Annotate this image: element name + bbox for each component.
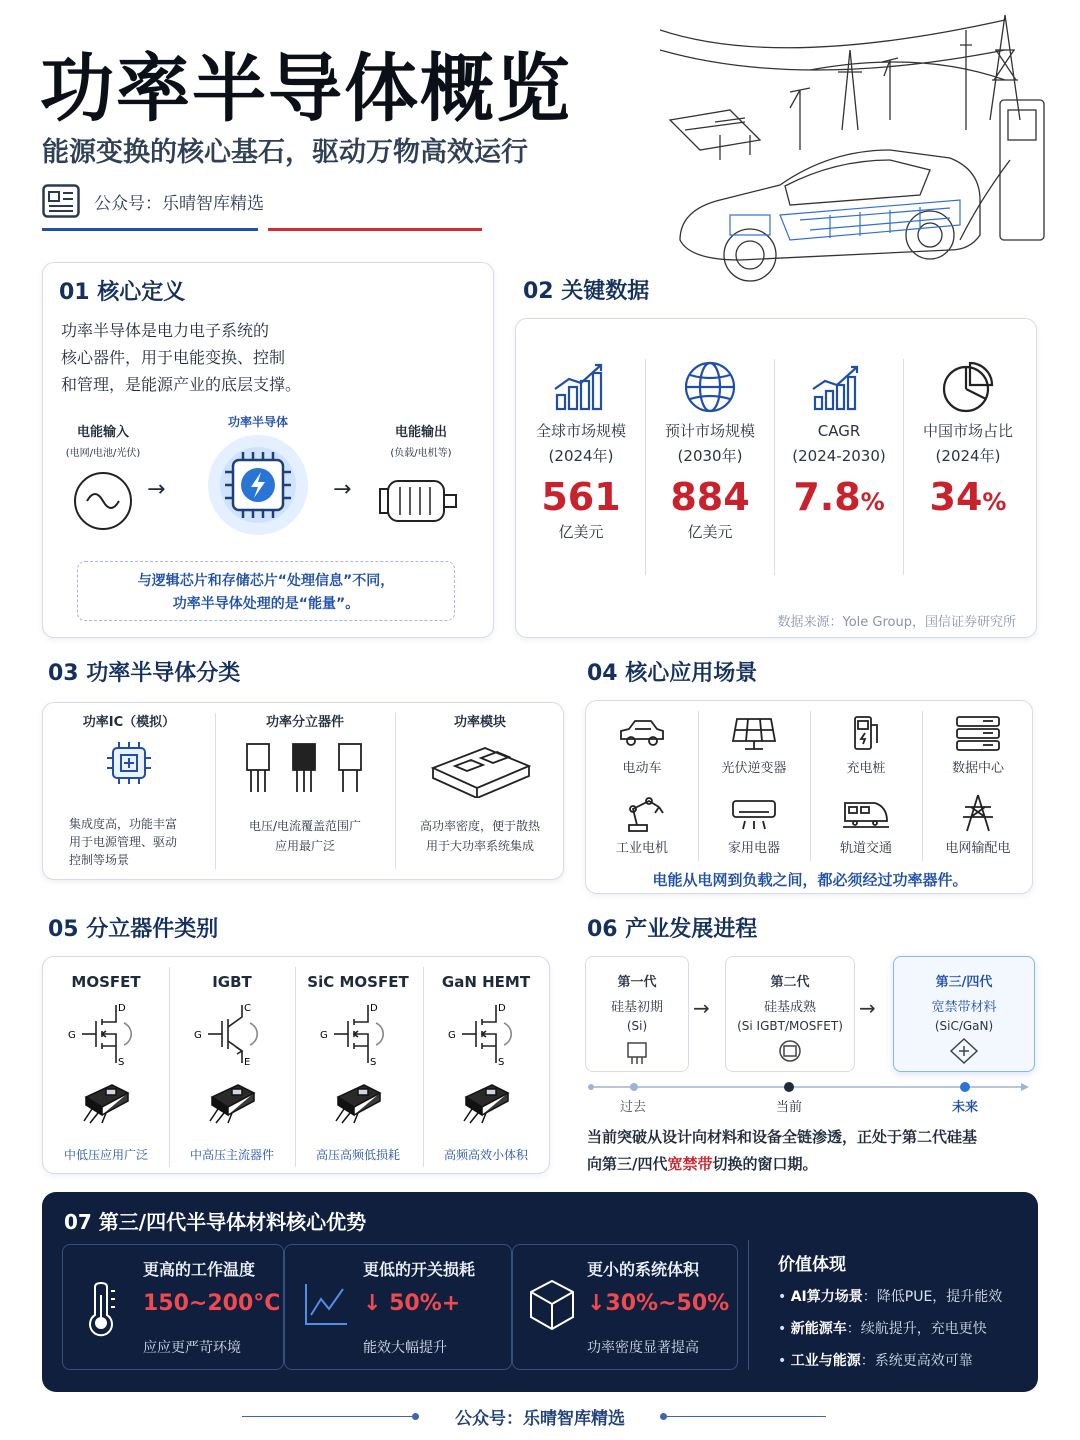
section-title: 01 核心定义 xyxy=(59,280,186,305)
app-label: 家用电器 xyxy=(727,841,780,856)
pin-top-label: C xyxy=(244,1003,251,1014)
note-line: 与逻辑芯片和存储芯片“处理信息”不同， xyxy=(137,573,395,589)
app-label: 轨道交通 xyxy=(839,841,892,856)
app-label: 电动车 xyxy=(622,761,662,776)
gen-name: 第二代 xyxy=(770,975,810,990)
kpi-value xyxy=(775,475,903,519)
device-card-sic-mosfet xyxy=(295,957,421,1175)
advantage-note: 能效大幅提升 xyxy=(363,1340,447,1356)
car-icon xyxy=(617,713,667,753)
pin-top-label: D xyxy=(498,1003,506,1014)
kpi-label: 预计市场规模 xyxy=(664,422,755,440)
device-note: 中低压应用广泛 xyxy=(63,1148,148,1162)
pin-gate-label: G xyxy=(194,1030,202,1041)
class-desc xyxy=(69,815,209,869)
app-label: 光伏逆变器 xyxy=(721,761,787,776)
advantage-value: ↓ 50%+ xyxy=(363,1291,461,1316)
globe-icon xyxy=(680,359,740,415)
class-discrete-device xyxy=(215,711,395,856)
device-name: SiC MOSFET xyxy=(307,973,409,991)
timeline-now: 当前 xyxy=(776,1100,803,1115)
app-rail-transit xyxy=(811,793,921,856)
definition-note xyxy=(77,561,455,621)
pin-gate-label: G xyxy=(448,1030,456,1041)
gen-name: 第一代 xyxy=(617,975,657,990)
footer-dot xyxy=(412,1413,419,1420)
discrete-packages-icon xyxy=(235,738,375,798)
summary-line xyxy=(587,1151,1037,1178)
advantage-value: ↓30%~50% xyxy=(587,1291,730,1316)
desc-line: 集成度高，功能丰富 xyxy=(69,817,178,831)
footer-rule-left xyxy=(242,1416,418,1417)
kpi-cagr xyxy=(775,359,903,519)
robot-arm-icon xyxy=(617,793,667,833)
value-title: 价值体现 xyxy=(778,1255,846,1275)
pin-bottom-label: S xyxy=(370,1057,377,1068)
definition-text xyxy=(61,317,301,398)
gen-sub: (Si IGBT/MOSFET) xyxy=(737,1019,843,1033)
gen-sub: (Si) xyxy=(626,1019,648,1033)
energy-output xyxy=(371,421,471,537)
kpi-label: 全球市场规模 xyxy=(535,422,626,440)
kpi-value xyxy=(646,475,774,519)
advantage-note: 应应更严苛环境 xyxy=(143,1340,241,1356)
header-rule-red xyxy=(268,228,482,231)
package-icon xyxy=(328,1075,388,1125)
crystal-icon xyxy=(947,1037,981,1065)
transmission-tower-icon xyxy=(953,793,1003,833)
app-home-appliance xyxy=(699,793,809,856)
train-icon xyxy=(841,793,891,833)
note-line: 功率半导体处理的是“能量”。 xyxy=(172,596,360,612)
advantage-title: 更小的系统体积 xyxy=(587,1260,700,1279)
arrow-right-icon: → xyxy=(147,477,166,502)
data-source: 数据来源：Yole Group，国信证券研究所 xyxy=(777,615,1016,630)
gen-desc: 硅基初期 xyxy=(610,1000,663,1015)
kpi-period: (2024-2030) xyxy=(792,447,886,465)
summary-line: 当前突破从设计向材料和设备全链渗透，正处于第二代硅基 xyxy=(587,1128,978,1146)
device-name: GaN HEMT xyxy=(441,973,531,991)
kpi-number: 7.8 xyxy=(793,475,861,519)
app-label: 电网输配电 xyxy=(945,841,1011,856)
advantage-note: 功率密度显著提高 xyxy=(587,1340,699,1356)
input-label: 电能输入 xyxy=(76,425,129,440)
kpi-label: 中国市场占比 xyxy=(922,422,1013,440)
advantage-volume xyxy=(512,1244,738,1370)
section-title: 07 第三/四代半导体材料核心优势 xyxy=(64,1210,367,1234)
section-title-development: 06 产业发展进程 xyxy=(587,917,758,942)
ev-grid-illustration xyxy=(660,10,1060,300)
section-discrete-devices xyxy=(42,956,550,1174)
timeline-past: 过去 xyxy=(620,1100,647,1115)
pin-gate-label: G xyxy=(320,1030,328,1041)
value-key: 新能源车 xyxy=(790,1321,847,1337)
energy-input xyxy=(53,421,153,537)
app-ev xyxy=(587,713,697,776)
output-label: 电能输出 xyxy=(394,425,447,440)
class-power-module xyxy=(395,711,565,856)
app-charger xyxy=(811,713,921,776)
desc-line: 高功率密度，便于散热 xyxy=(419,819,540,833)
app-data-center xyxy=(923,713,1033,776)
input-sublabel: (电网/电池/光伏) xyxy=(65,448,141,459)
class-desc xyxy=(395,816,565,856)
value-item: • AI算力场景：降低PUE，提升能效 xyxy=(778,1289,1003,1305)
definition-line: 功率半导体是电力电子系统的 xyxy=(61,321,270,340)
mosfet-symbol-icon xyxy=(66,999,146,1069)
section-core-definition xyxy=(42,262,494,638)
kpi-number: 561 xyxy=(541,475,621,519)
class-desc xyxy=(215,816,395,856)
charging-pile-icon xyxy=(841,713,891,753)
applications-footer: 电能从电网到负载之间，都必须经过功率器件。 xyxy=(652,871,968,889)
section-key-data xyxy=(515,318,1037,638)
kpi-suffix: % xyxy=(860,488,885,516)
transistor-icon xyxy=(620,1037,654,1065)
device-note: 中高压主流器件 xyxy=(189,1148,274,1162)
gen-name: 第三/四代 xyxy=(935,975,993,990)
motor-icon xyxy=(376,469,466,533)
advantage-title: 更低的开关损耗 xyxy=(363,1260,476,1279)
header-rule-blue xyxy=(42,228,258,231)
power-semiconductor-chip xyxy=(183,413,333,544)
app-industrial-motor xyxy=(587,793,697,856)
desc-line: 控制等场景 xyxy=(69,853,130,867)
section-title-key-data: 02 关键数据 xyxy=(523,279,650,304)
summary-text: 切换的窗口期。 xyxy=(712,1155,818,1173)
gen-desc: 宽禁带材料 xyxy=(931,1000,997,1015)
divider xyxy=(748,1240,749,1370)
section-applications xyxy=(585,700,1033,894)
growth-chart-icon xyxy=(809,359,869,415)
kpi-forecast-market xyxy=(646,359,774,542)
kpi-number: 34 xyxy=(929,475,983,519)
definition-line: 核心器件，用于电能变换、控制 xyxy=(61,348,286,367)
cube-icon xyxy=(527,1277,577,1333)
advantage-temperature xyxy=(62,1244,284,1370)
desc-line: 用于电源管理、驱动 xyxy=(69,835,178,849)
mosfet-symbol-icon xyxy=(318,999,398,1069)
advantage-switching-loss xyxy=(284,1244,512,1370)
pin-bottom-label: S xyxy=(498,1057,505,1068)
advantage-value: 150~200°C xyxy=(143,1291,281,1316)
value-key: AI算力场景 xyxy=(790,1289,863,1305)
air-conditioner-icon xyxy=(729,793,779,833)
kpi-value xyxy=(517,475,645,519)
class-power-ic xyxy=(43,711,215,867)
kpi-value xyxy=(904,475,1032,519)
section-title-classification: 03 功率半导体分类 xyxy=(48,661,241,686)
app-pv-inverter xyxy=(699,713,809,776)
class-name: 功率分立器件 xyxy=(265,715,344,730)
value-key: 工业与能源 xyxy=(790,1353,861,1369)
device-name: IGBT xyxy=(212,973,252,991)
desc-line: 电压/电流覆盖范围广 xyxy=(248,819,362,833)
kpi-unit: 亿美元 xyxy=(558,523,604,541)
kpi-unit: 亿美元 xyxy=(687,523,733,541)
kpi-period: (2024年) xyxy=(548,447,614,465)
chip-lightning-icon xyxy=(193,430,323,540)
arrow-right-icon: → xyxy=(859,996,876,1020)
output-sublabel: (负载/电机等) xyxy=(390,448,452,459)
line-chart-icon xyxy=(303,1281,349,1327)
page-title: 功率半导体概览 xyxy=(40,46,572,132)
class-name: 功率IC（模拟） xyxy=(82,715,176,730)
device-card-igbt xyxy=(169,957,295,1175)
section-material-advantages xyxy=(42,1192,1038,1392)
device-card-mosfet xyxy=(43,957,169,1175)
pin-gate-label: G xyxy=(68,1030,76,1041)
kpi-label: CAGR xyxy=(817,422,861,440)
footer-account: 公众号：乐晴智库精选 xyxy=(455,1409,625,1429)
generation-row xyxy=(585,956,1035,1076)
power-module-icon xyxy=(425,738,535,798)
kpi-period: (2030年) xyxy=(677,447,743,465)
desc-line: 应用最广泛 xyxy=(274,839,335,853)
value-item: • 新能源车：续航提升，充电更快 xyxy=(778,1321,987,1337)
kpi-suffix: % xyxy=(982,488,1007,516)
footer-rule-right xyxy=(666,1416,826,1417)
pin-bottom-label: E xyxy=(244,1057,251,1068)
value-list xyxy=(778,1286,1002,1382)
ac-wave-icon xyxy=(71,469,135,533)
package-icon xyxy=(76,1075,136,1125)
section-classification xyxy=(42,702,564,880)
value-item: • 工业与能源：系统更高效可靠 xyxy=(778,1353,973,1369)
app-label: 充电桩 xyxy=(846,761,886,776)
chip-label: 功率半导体 xyxy=(227,415,288,429)
arrow-right-icon: → xyxy=(693,996,710,1020)
kpi-number: 884 xyxy=(670,475,750,519)
app-label: 数据中心 xyxy=(951,761,1004,776)
page-subtitle: 能源变换的核心基石，驱动万物高效运行 xyxy=(42,137,528,168)
app-label: 工业电机 xyxy=(615,841,668,856)
desc-line: 用于大功率系统集成 xyxy=(425,839,534,853)
kpi-china-share xyxy=(904,359,1032,519)
generation-1 xyxy=(585,956,689,1072)
gen-sub: (SiC/GaN) xyxy=(934,1019,994,1033)
package-icon xyxy=(456,1075,516,1125)
generation-3-4 xyxy=(893,956,1035,1072)
value-text: ：系统更高效可靠 xyxy=(860,1353,973,1369)
timeline-future: 未来 xyxy=(952,1100,979,1115)
account-name: 公众号：乐晴智库精选 xyxy=(94,193,264,214)
advantage-title: 更高的工作温度 xyxy=(143,1260,256,1279)
solar-panel-icon xyxy=(729,713,779,753)
gen-desc: 硅基成熟 xyxy=(763,1000,816,1015)
definition-line: 和管理，是能源产业的底层支撑。 xyxy=(61,375,302,394)
development-summary xyxy=(587,1124,1037,1178)
pin-bottom-label: S xyxy=(118,1057,125,1068)
device-card-gan-hemt xyxy=(423,957,549,1175)
server-rack-icon xyxy=(953,713,1003,753)
app-power-grid xyxy=(923,793,1033,856)
device-note: 高频高效小体积 xyxy=(443,1148,528,1162)
pin-top-label: D xyxy=(370,1003,378,1014)
summary-text: 向第三/四代 xyxy=(587,1155,668,1173)
mosfet-symbol-icon xyxy=(446,999,526,1069)
class-name: 功率模块 xyxy=(453,715,506,730)
section-title-applications: 04 核心应用场景 xyxy=(587,661,758,686)
ic-chip-icon xyxy=(101,738,157,788)
bar-growth-icon xyxy=(551,359,611,415)
value-text: ：降低PUE，提升能效 xyxy=(862,1289,1003,1305)
kpi-global-market xyxy=(517,359,645,542)
device-name: MOSFET xyxy=(71,973,141,991)
pie-chart-icon xyxy=(938,359,998,415)
package-icon xyxy=(202,1075,262,1125)
device-note: 高压高频低损耗 xyxy=(315,1148,400,1162)
thermometer-icon xyxy=(81,1281,121,1337)
account-line xyxy=(42,184,264,218)
newspaper-icon xyxy=(42,184,80,218)
arrow-right-icon: → xyxy=(333,477,352,502)
section-title-discrete: 05 分立器件类别 xyxy=(48,917,219,942)
value-text: ：续航提升，充电更快 xyxy=(846,1321,987,1337)
igbt-symbol-icon xyxy=(192,999,272,1069)
kpi-period: (2024年) xyxy=(935,447,1001,465)
generation-2 xyxy=(725,956,855,1072)
summary-highlight: 宽禁带 xyxy=(667,1155,713,1173)
chip-icon xyxy=(773,1037,807,1065)
pin-top-label: D xyxy=(118,1003,126,1014)
